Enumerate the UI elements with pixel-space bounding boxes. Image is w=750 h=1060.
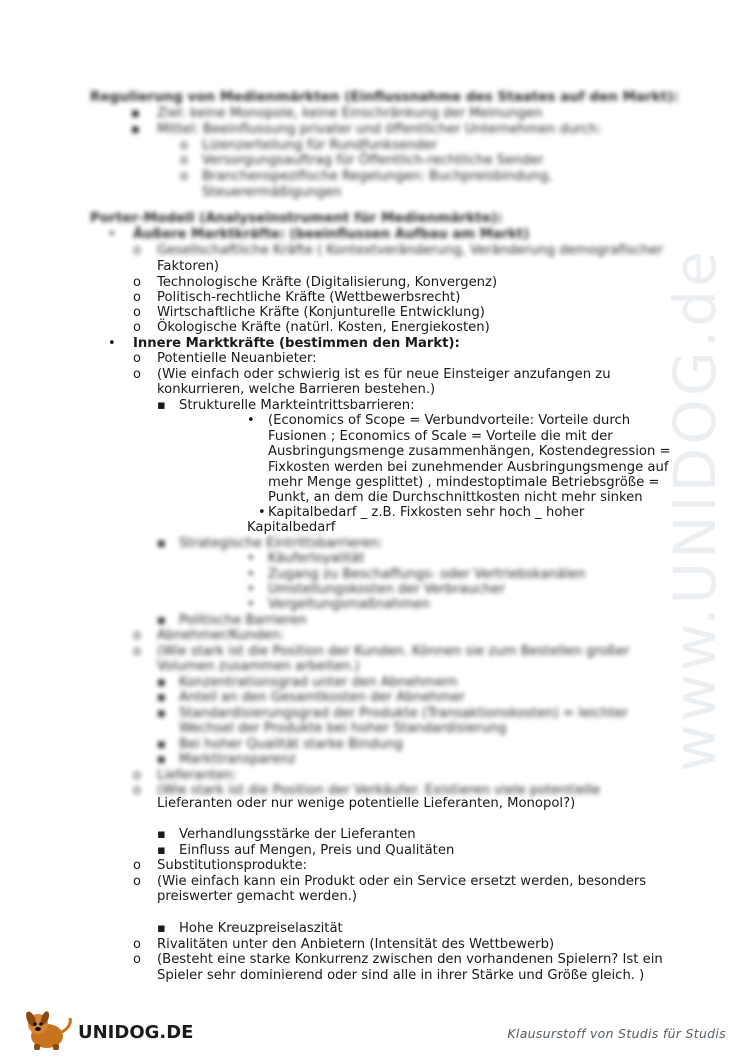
list-item: Standardisierungsgrad der Produkte (Transaktionskosten) = leichter [179,706,628,721]
list-item: (Wie stark ist die Position der Verkäufer. Existieren viele potentielle [157,783,601,798]
bullet: o [133,858,141,873]
bullet: • [247,413,255,428]
bullet: ▪ [157,737,166,752]
bullet: ▪ [131,122,140,137]
bullet: • [108,227,116,242]
list-item: Kapitalbedarf _ z.B. Fixkosten sehr hoch _ hoher [268,505,585,520]
watermark [640,248,750,772]
bullet: o [133,768,141,783]
watermark-text: www.UNIDOG.de [661,248,729,772]
page-footer [0,1000,750,1060]
bullet: o [133,243,141,258]
list-item: Käuferloyalität [268,551,365,566]
list-item: Volumen zusammen arbeiten.) [157,659,360,674]
list-item: Ausbringungsmenge zusammenhängen, Kostendegression = [268,444,671,459]
list-item: Steuerermäßigungen [202,185,342,200]
bullet: o [133,952,141,967]
footer-claim: Klausurstoff von Studis für Studis [507,1026,726,1041]
list-item: Umstellungskosten der Verbraucher [268,582,505,597]
list-item: Strategische Eintrittsbarrieren: [179,536,383,551]
list-item: Ziel: keine Monopole, keine Einschränkung der Meinungen [157,106,543,121]
bullet: o [133,290,141,305]
bullet: o [133,628,141,643]
list-item: Fixkosten werden bei zunehmender Ausbringungsmenge auf [268,460,669,475]
bullet: ▪ [157,752,166,767]
list-item: Spieler sehr dominierend oder sind alle in ihrer Stärke und Größe gleich. ) [157,968,645,983]
list-item: Konzentrationsgrad unter den Abnehmern [179,675,458,690]
list-item: Bei hoher Qualität starke Bindung [179,737,403,752]
bullet: o [133,320,141,335]
bullet: o [133,874,141,889]
bullet: o [180,138,188,153]
inner-forces-label: Innere Marktkräfte (bestimmen den Markt): [133,336,460,351]
list-item: Gesellschaftliche Kräfte ( Kontextveränderung, Veränderung demografischer [157,243,663,258]
bullet: o [133,275,141,290]
logo-text: UNIDOG.DE [78,1022,194,1043]
list-item: Lieferanten oder nur wenige potentielle Lieferanten, Monopol?) [157,796,576,811]
bullet: ▪ [157,690,166,705]
dog-icon [20,1008,78,1052]
bullet: ▪ [157,675,166,690]
bullet: • [247,597,255,612]
bullet: ▪ [157,613,166,628]
list-item: Mittel: Beeinflussung privater und öffentlicher Unternehmen durch: [157,122,602,137]
list-item: Potentielle Neuanbieter: [157,351,317,366]
list-item: Politisch-rechtliche Kräfte (Wettbewerbsrecht) [157,290,461,305]
list-item: Vergeltungsmaßnahmen [268,597,430,612]
list-item: (Wie einfach oder schwierig ist es für neue Einsteiger anzufangen zu [157,367,611,382]
section1-heading: Regulierung von Medienmärkten (Einflussnahme des Staates auf den Markt): [90,89,679,105]
list-item: Faktoren) [157,259,220,274]
bullet: o [133,937,141,952]
list-item: Wirtschaftliche Kräfte (Konjunturelle Entwicklung) [157,305,485,320]
bullet: ▪ [157,827,166,842]
list-item: (Wie einfach kann ein Produkt oder ein Service ersetzt werden, besonders [157,874,647,889]
list-item: konkurrieren, welche Barrieren bestehen.) [157,382,436,397]
list-item: Rivalitäten unter den Anbietern (Intensität des Wettbewerb) [157,937,555,952]
bullet: ▪ [157,706,166,721]
bullet: • [258,505,266,520]
bullet: o [133,305,141,320]
list-item: mehr Menge gesplittet) , mindestoptimale Betriebsgröße = [268,475,660,490]
list-item: Anteil an den Gesamtkosten der Abnehmer [179,690,465,705]
bullet: o [180,153,188,168]
bullet: o [133,783,141,798]
bullet: ▪ [157,921,166,936]
list-item: Ökologische Kräfte (natürl. Kosten, Energiekosten) [157,320,490,335]
list-item: Lizenzerteilung für Rundfunksender [202,138,438,153]
outer-forces-label: Äußere Marktkräfte: (beeinflussen Aufbau am Markt) [133,227,530,242]
bullet: o [133,351,141,366]
bullet: o [133,644,141,659]
bullet: o [133,367,141,382]
bullet: ▪ [157,536,166,551]
list-item: Substitutionsprodukte: [157,858,308,873]
list-item: Politische Barrieren [179,613,307,628]
list-item: Punkt, an dem die Durchschnittkosten nicht mehr sinken [268,490,643,505]
bullet: o [180,169,188,184]
list-item: Versorgungsauftrag für Öffentlich-rechtliche Sender [202,153,544,168]
list-item: (Economics of Scope = Verbundvorteile: Vorteile durch [268,413,631,428]
list-item: Branchenspezifische Regelungen: Buchpreisbindung, [202,169,553,184]
list-item: Fusionen ; Economics of Scale = Vorteile die mit der [268,429,613,444]
bullet: • [247,551,255,566]
list-item: Kapitalbedarf [247,520,336,535]
list-item: (Besteht eine starke Konkurrenz zwischen den vorhandenen Spielern? Ist ein [157,952,663,967]
unidog-logo [20,1008,194,1048]
list-item: Lieferanten: [157,768,237,783]
bullet: • [108,336,116,351]
bullet: ▪ [157,843,166,858]
bullet: ▪ [131,106,140,121]
list-item: Abnehmer/Kunden: [157,628,285,643]
list-item: (Wie stark ist die Position der Kunden. Können sie zum Bestellen großer [157,644,630,659]
list-item: preiswerter gemacht werden.) [157,889,358,904]
list-item: Einfluss auf Mengen, Preis und Qualitäten [179,843,455,858]
list-item: Verhandlungsstärke der Lieferanten [179,827,416,842]
list-item: Markttransparenz [179,752,296,767]
list-item: Zugang zu Beschaffungs- oder Vertriebskanälen [268,567,586,582]
list-item: Technologische Kräfte (Digitalisierung, Konvergenz) [157,275,498,290]
bullet: • [247,567,255,582]
bullet: • [247,582,255,597]
list-item: Hohe Kreuzpreiselaszität [179,921,343,936]
list-item: Strukturelle Markteintrittsbarrieren: [179,398,415,413]
bullet: ▪ [157,398,166,413]
list-item: Wechsel der Produkte bei hoher Standardisierung [179,721,507,736]
section2-heading: Porter-Modell (Analyseinstrument für Medienmärkte): [90,210,503,226]
